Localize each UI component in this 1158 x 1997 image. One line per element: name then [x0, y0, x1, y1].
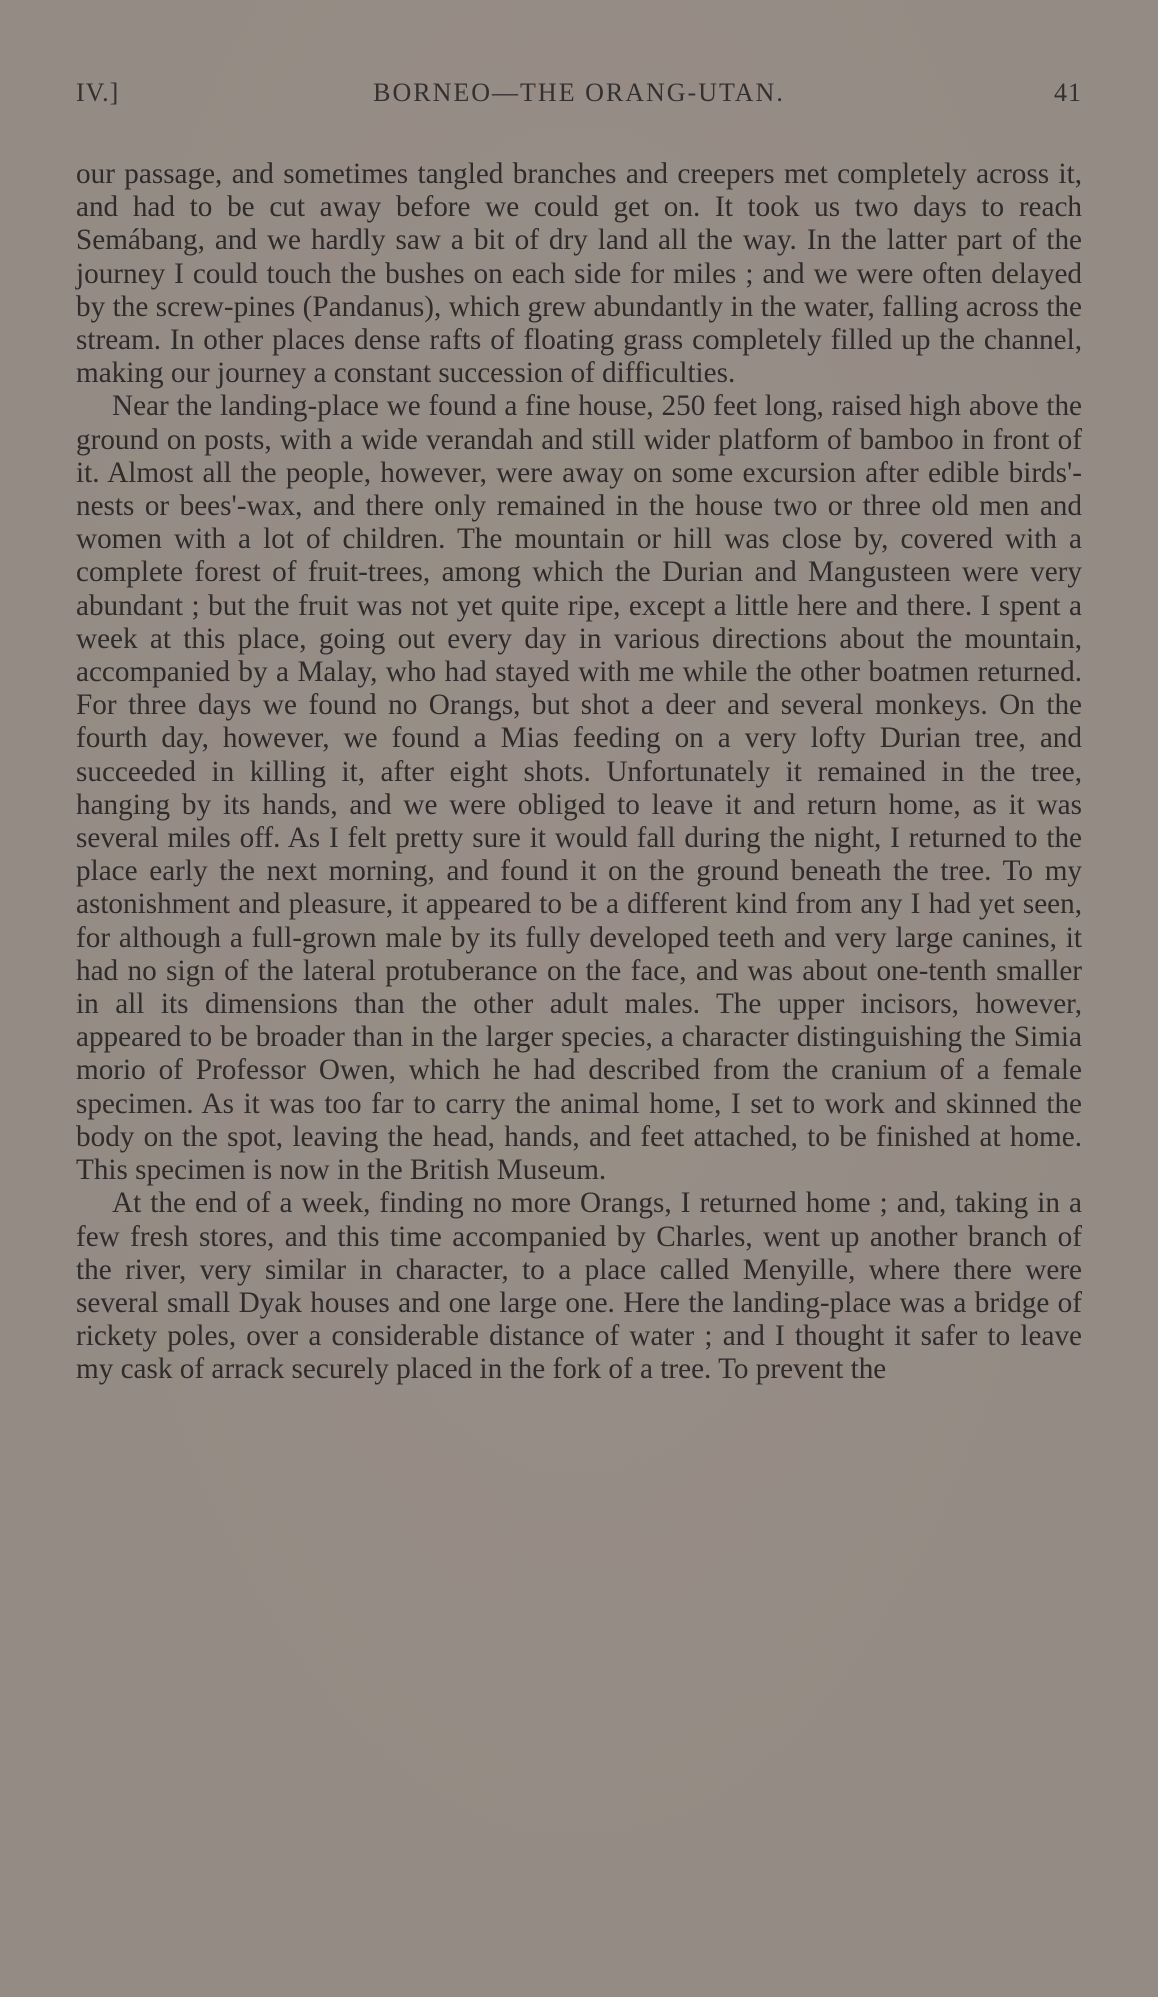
body-text: [76, 158, 1082, 1387]
running-title: BORNEO—THE ORANG-UTAN.: [373, 78, 785, 107]
paragraph: At the end of a week, finding no more Orangs, I returned home ; and, taking in a few fresh stores, and this time accompanied by Charles, went up another branch of the river, very similar in character, to a place called Menyille, where there were several small Dyak houses and one large one. Here the landing-place was a bridge of rickety poles, over a considerable distance of water ; and I thought it safer to leave my cask of arrack securely placed in the fork of a tree. To prevent the: [76, 1187, 1082, 1386]
page-number: 41: [1054, 78, 1082, 107]
page-header: [76, 78, 1082, 118]
paragraph: our passage, and sometimes tangled branches and creepers met completely across it, and had to be cut away before we could get on. It took us two days to reach Semábang, and we hardly saw a bit of dry land all the way. In the latter part of the journey I could touch the bushes on each side for miles ; and we were often delayed by the screw-pines (Pandanus), which grew abundantly in the water, falling across the stream. In other places dense rafts of floating grass completely filled up the channel, making our journey a constant succession of difficulties.: [76, 158, 1082, 390]
paragraph: Near the landing-place we found a fine house, 250 feet long, raised high above the ground on posts, with a wide verandah and still wider platform of bamboo in front of it. Almost all the people, however, were away on some excursion after edible birds'-nests or bees'-wax, and there only remained in the house two or three old men and women with a lot of children. The mountain or hill was close by, covered with a complete forest of fruit-trees, among which the Durian and Mangusteen were very abundant ; but the fruit was not yet quite ripe, except a little here and there. I spent a week at this place, going out every day in various directions about the mountain, accompanied by a Malay, who had stayed with me while the other boatmen returned. For three days we found no Orangs, but shot a deer and several monkeys. On the fourth day, however, we found a Mias feeding on a very lofty Durian tree, and succeeded in killing it, after eight shots. Unfortunately it remained in the tree, hanging by its hands, and we were obliged to leave it and return home, as it was several miles off. As I felt pretty sure it would fall during the night, I returned to the place early the next morning, and found it on the ground beneath the tree. To my astonishment and pleasure, it appeared to be a different kind from any I had yet seen, for although a full-grown male by its fully developed teeth and very large canines, it had no sign of the lateral protuberance on the face, and was about one-tenth smaller in all its dimensions than the other adult males. The upper incisors, however, appeared to be broader than in the larger species, a character distinguishing the Simia morio of Professor Owen, which he had described from the cranium of a female specimen. As it was too far to carry the animal home, I set to work and skinned the body on the spot, leaving the head, hands, and feet attached, to be finished at home. This specimen is now in the British Museum.: [76, 390, 1082, 1187]
chapter-marker: IV.]: [76, 78, 120, 107]
